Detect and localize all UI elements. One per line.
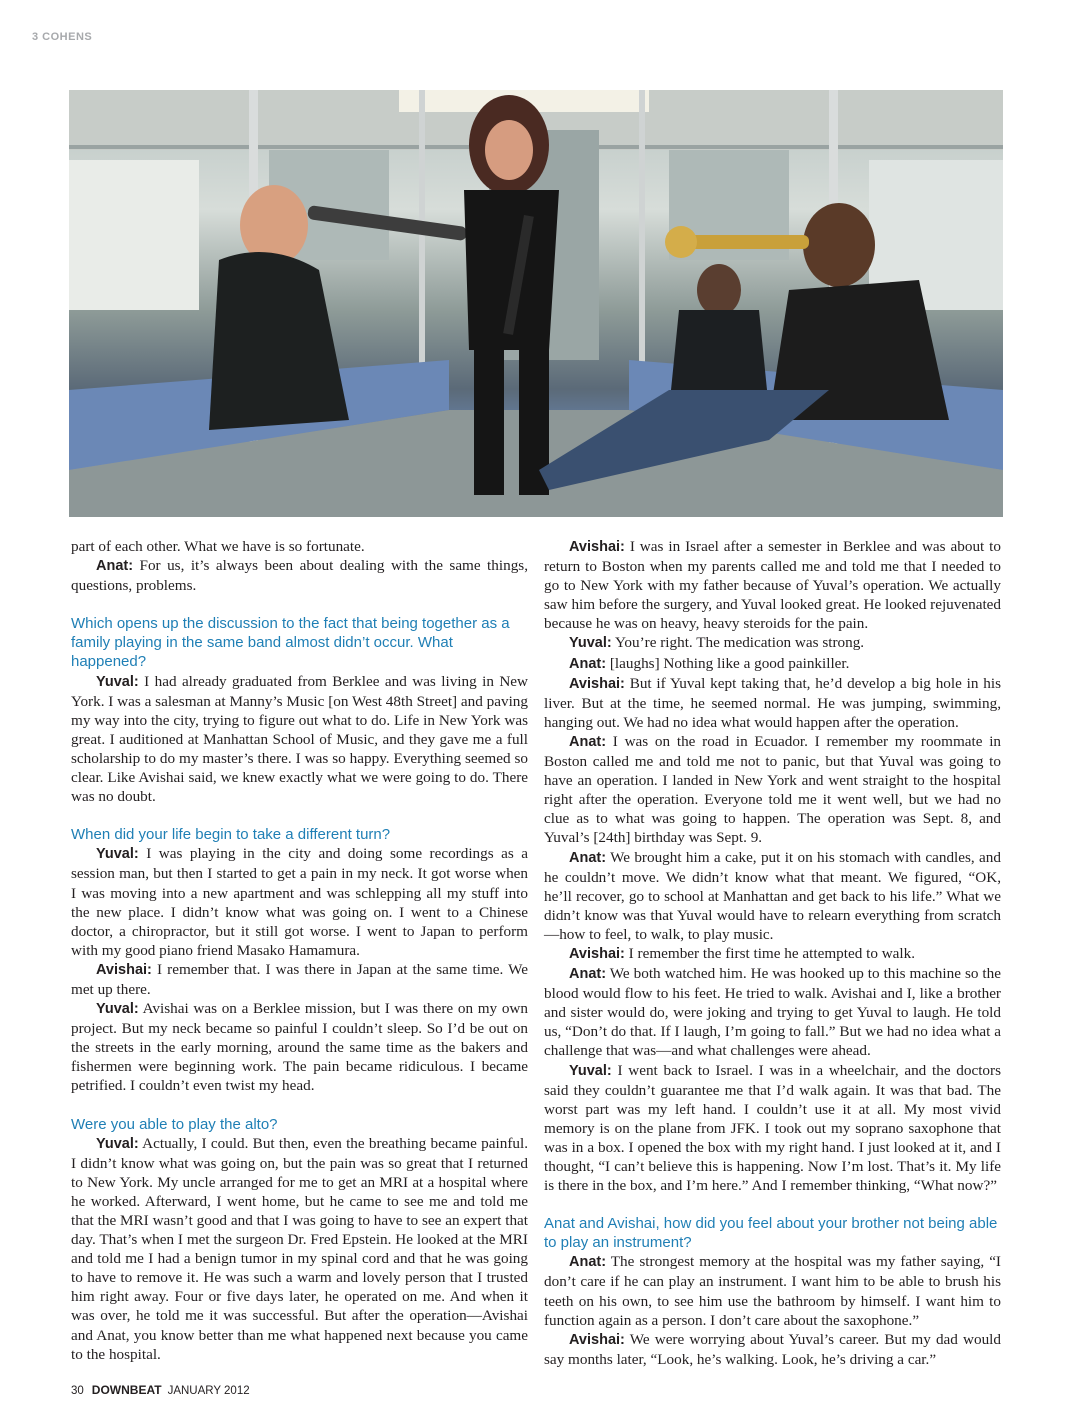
- interview-paragraph: [71, 960, 528, 999]
- speaker-name: Avishai:: [569, 945, 625, 962]
- paragraph-text: I went back to Israel. I was in a wheelchair, and the doctors said they couldn’t guarantee me that I’d walk again. It was that bad. The worst part was my left hand. I couldn’t use it at all. My most vivid memory is on the plane from JFK. I took out my soprano saxophone that was in a box. I opened the box with my right hand. I just looked at it, and I thought, “I can’t believe this is happening. Now I’m lost. That’s it. My life is there in the box, and I’m here.” And I remember thinking, “What now?”: [544, 1061, 1001, 1195]
- page-number: 30: [71, 1385, 84, 1397]
- interview-question: Anat and Avishai, how did you feel about your brother not being able to play an instrument?: [544, 1215, 998, 1252]
- speaker-name: Anat:: [96, 558, 134, 575]
- interview-paragraph: [544, 1061, 1001, 1196]
- speaker-name: Avishai:: [569, 539, 625, 555]
- paragraph-text: You’re right. The medication was strong.: [614, 634, 865, 652]
- speaker-name: Anat:: [569, 1254, 607, 1271]
- interview-question: Which opens up the discussion to the fact that being together as a family playing in the same band almost didn’t occur. What happened?: [71, 615, 510, 671]
- speaker-name: Avishai:: [96, 961, 152, 978]
- interview-paragraph: [71, 1134, 528, 1364]
- paragraph-text: For us, it’s always been about dealing with the same things, questions, problems.: [71, 557, 528, 595]
- interview-question: Were you able to play the alto?: [71, 1115, 278, 1133]
- interview-paragraph: [544, 732, 1001, 848]
- speaker-name: Yuval:: [96, 1001, 139, 1018]
- right-column: [544, 537, 1001, 1369]
- interview-paragraph: [71, 537, 528, 556]
- paragraph-text: But if Yuval kept taking that, he’d develop a big hole in his liver. But at the time, he seemed normal. He was jumping, swimming, hanging out. We had no idea what would happen after the operation.: [544, 674, 1001, 731]
- interview-paragraph: [544, 1330, 1001, 1369]
- speaker-name: Yuval:: [569, 1062, 612, 1079]
- interview-paragraph: [544, 848, 1001, 944]
- interview-paragraph: [71, 672, 528, 807]
- paragraph-text: Actually, I could. But then, even the breathing became painful. I didn’t know what was going on, but the pain was so great that I returned to New York. My uncle arranged for me to get an MRI at a hospital where he worked. Afterward, I went home, but he came to see me and told me that the MRI wasn’t good and that I was going to have to see an expert that day. That’s when I met the surgeon Dr. Fred Epstein. He looked at the MRI and told me I had a benign tumor in my spinal cord and that he was going to have to remove it. He was such a warm and lovely person that I trusted him right away. Four or five days later, he operated on me. And when it was over, he told me it was successful. But after the operation—Avishai and Anat, you know better than me what happened next because you came to the hospital.: [71, 1134, 528, 1363]
- paragraph-text: Avishai was on a Berklee mission, but I was there on my own project. But my neck became so painful I couldn’t sleep. So I’d be out on the streets in the early morning, around the same time as the bakers and fishermen were beginning work. The pain became ridiculous. I became petrified. I couldn’t even twist my head.: [71, 1000, 528, 1095]
- paragraph-text: We brought him a cake, put it on his stomach with candles, and he couldn’t move. We didn’t know what that meant. We figured, “OK, he’ll recover, go to school at Manhattan and get back to his life.” What we didn’t know was that Yuval would have to relearn everything from scratch—how to feel, to walk, to play music.: [544, 848, 1001, 943]
- magazine-name: DOWNBEAT: [91, 1383, 162, 1397]
- paragraph-text: We both watched him. He was hooked up to this machine so the blood would flow to his feet. He tried to walk. Avishai and I, like a brother and sister would do, were joking and trying to get Yuval to laugh. He told us, “Don’t do that. If I laugh, I’m going to fall.” But we had no idea what a challenge that was—and what challenges were ahead.: [544, 965, 1001, 1060]
- interview-question: When did your life begin to take a different turn?: [71, 826, 391, 844]
- interview-paragraph: [544, 654, 1001, 674]
- interview-paragraph: [544, 633, 1001, 653]
- interview-paragraph: [544, 1252, 1001, 1329]
- left-column: [71, 537, 528, 1364]
- paragraph-text: I was in Israel after a semester in Berklee and was about to return to Boston when my parents called me and told me that I needed to go to New York with my father because of Yuval’s operation. We actually saw him before the surgery, and Yuval looked great. He looked rejuvenated because he was on heavy, heavy steroids for the pain.: [544, 538, 1001, 633]
- speaker-name: Anat:: [569, 655, 607, 672]
- speaker-name: Avishai:: [569, 675, 625, 692]
- issue-date: JANUARY 2012: [167, 1385, 250, 1397]
- speaker-name: Yuval:: [96, 846, 139, 863]
- paragraph-text: part of each other. What we have is so fortunate.: [71, 538, 365, 555]
- feature-photo: [69, 90, 1003, 517]
- paragraph-text: I remember that. I was there in Japan at the same time. We met up there.: [71, 960, 528, 998]
- paragraph-text: We were worrying about Yuval’s career. But my dad would say months later, “Look, he’s walking. Look, he’s driving a car.”: [544, 1330, 1001, 1368]
- paragraph-text: [laughs] Nothing like a good painkiller.: [609, 654, 850, 672]
- speaker-name: Yuval:: [569, 635, 612, 652]
- speaker-name: Anat:: [569, 966, 607, 983]
- interview-paragraph: [544, 674, 1001, 732]
- interview-paragraph: [544, 944, 1001, 964]
- page-footer: [71, 1383, 250, 1397]
- speaker-name: Yuval:: [96, 1135, 139, 1152]
- section-tag: 3 COHENS: [32, 31, 93, 43]
- speaker-name: Yuval:: [96, 673, 139, 690]
- interview-paragraph: [544, 964, 1001, 1060]
- paragraph-text: I was playing in the city and doing some recordings as a session man, but then I started to get a pain in my neck. It got worse when I was moving into a new apartment and was schlepping all my stuff into the new place. I didn’t know what was going on. I went to a Chinese doctor, a chiropractor, but it still got worse. I went to Japan to perform with my good piano friend Masako Hamamura.: [71, 845, 529, 959]
- speaker-name: Anat:: [569, 733, 607, 750]
- speaker-name: Avishai:: [569, 1331, 625, 1348]
- paragraph-text: I was on the road in Ecuador. I remember my roommate in Boston called me and told me not to panic, but that Yuval was going to have an operation. I landed in New York and went straight to the hospital right after the operation. Everyone told me it went well, but we had no clue as to what was going to happen. The operation was Sept. 8, and Yuval’s [24th] birthday was Sept. 9.: [544, 732, 1002, 847]
- subway-car-illustration: [69, 90, 1003, 517]
- interview-paragraph: [544, 537, 1001, 633]
- paragraph-text: The strongest memory at the hospital was my father saying, “I don’t care if he can play an instrument. I want him to be able to brush his teeth on his own, to see him use the bathroom by himself. I want him to function again as a person. I don’t care about the saxophone.”: [544, 1253, 1001, 1329]
- interview-paragraph: [71, 844, 528, 960]
- interview-paragraph: [71, 556, 528, 595]
- paragraph-text: I remember the first time he attempted to walk.: [628, 944, 916, 962]
- paragraph-text: I had already graduated from Berklee and was living in New York. I was a salesman at Manny’s Music [on West 48th Street] and paving my way into the city, trying to figure out what to do. Life in New York was great. I auditioned at Manhattan School of Music, and they gave me a full scholarship to do my master’s there. I was so happy. Everything seemed so clear. Like Avishai said, we knew exactly what we were going to do. There was no doubt.: [71, 672, 529, 806]
- interview-paragraph: [71, 999, 528, 1095]
- speaker-name: Anat:: [569, 849, 607, 866]
